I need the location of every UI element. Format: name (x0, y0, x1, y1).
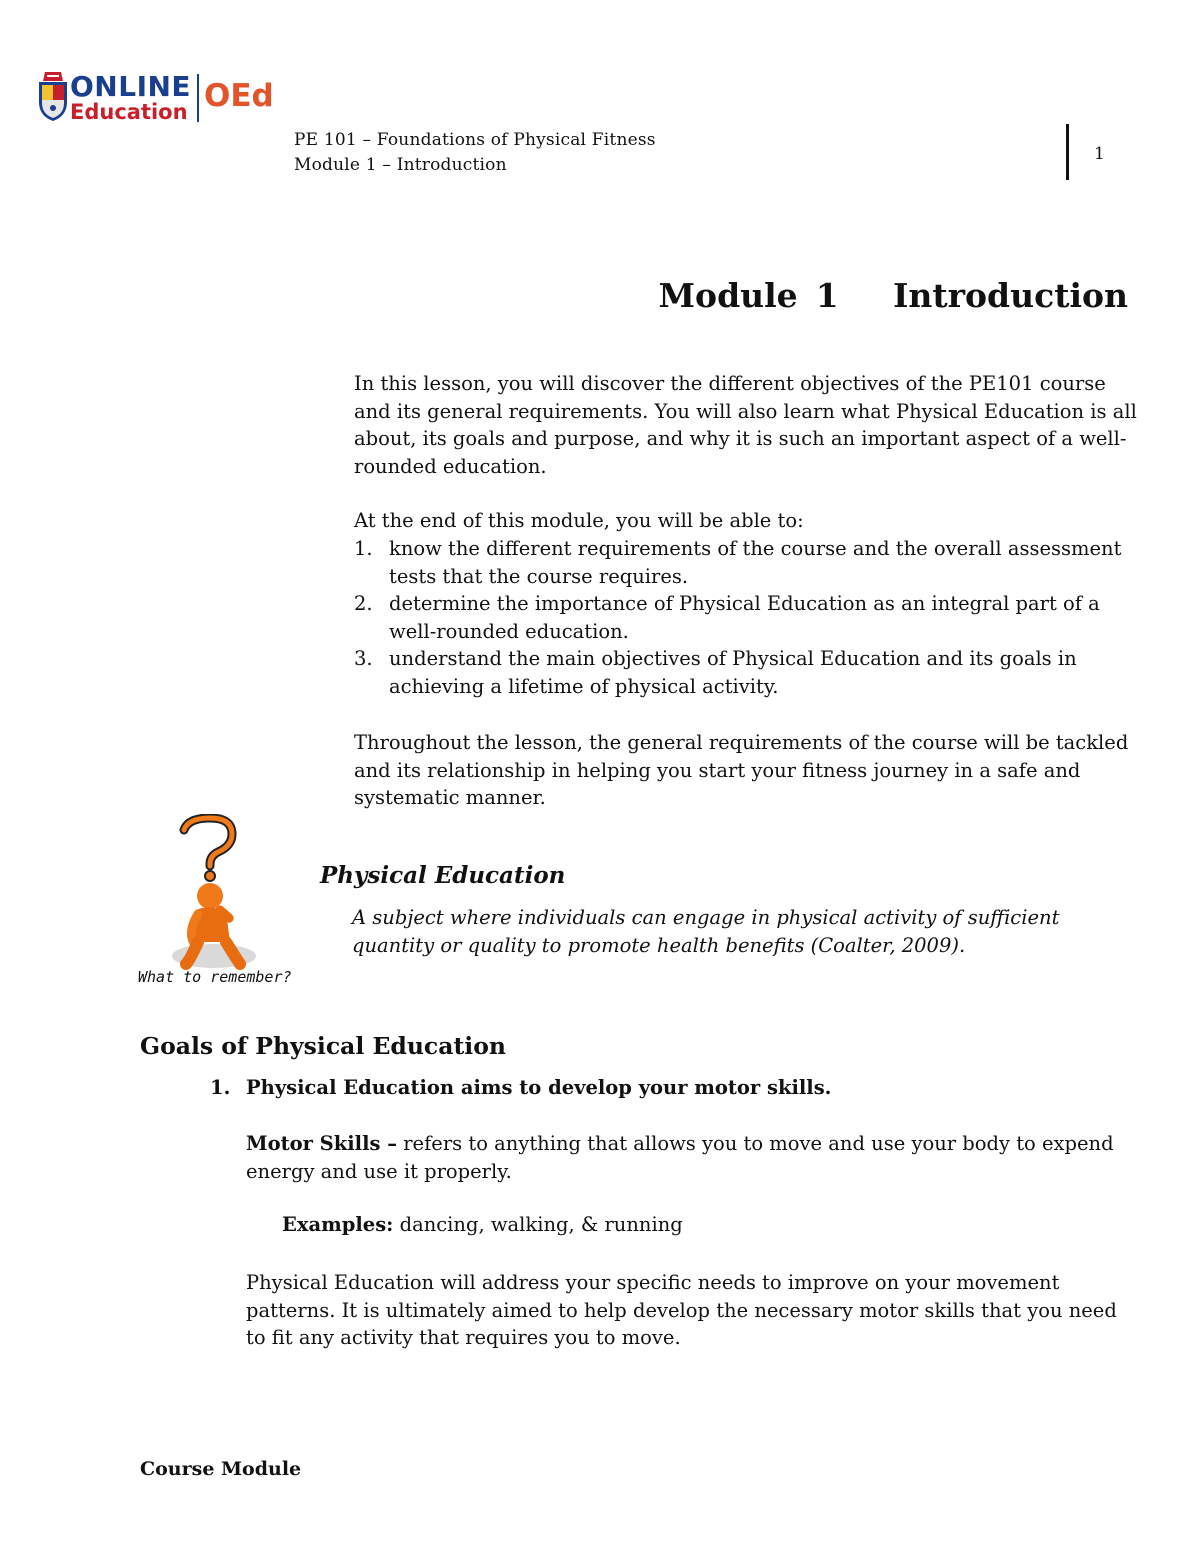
list-item (354, 535, 1144, 590)
goal-item (210, 1076, 831, 1099)
motor-skills-text: refers to anything that allows you to move and use your body to expend energy and use it properly. (246, 1132, 1114, 1183)
list-number: 1. (354, 537, 373, 560)
header-module: Module 1 – Introduction (294, 155, 507, 175)
logo-oed-mark: OEd (204, 78, 274, 114)
intro-paragraph: In this lesson, you will discover the different objectives of the PE101 course and its general requirements. You will also learn what Physical Education is all about, its goals and purpose, and why it is such an important aspect of a well-rounded education. (354, 372, 1137, 478)
logo-education-text: Education (70, 100, 188, 124)
logo-online-text: ONLINE (70, 70, 192, 103)
list-item (354, 590, 1144, 645)
goal-number: 1. (210, 1076, 231, 1099)
header-course: PE 101 – Foundations of Physical Fitness (294, 130, 656, 150)
header-divider (1066, 124, 1069, 180)
goals-heading: Goals of Physical Education (140, 1032, 506, 1060)
motor-skills-definition (246, 1130, 1136, 1185)
list-text: understand the main objectives of Physical Education and its goals in achieving a lifetime of physical activity. (389, 647, 1077, 698)
list-text: determine the importance of Physical Education as an integral part of a well-rounded education. (389, 592, 1100, 643)
page-number: 1 (1094, 144, 1105, 164)
list-text: know the different requirements of the course and the overall assessment tests that the course requires. (389, 537, 1122, 588)
examples-text: dancing, walking, & running (393, 1213, 683, 1236)
pe-address-paragraph: Physical Education will address your specific needs to improve on your movement patterns. It is ultimately aimed to help develop the necessary motor skills that you need to fit any activity that requires you to move. (246, 1271, 1117, 1349)
list-number: 2. (354, 592, 373, 615)
list-item (354, 645, 1144, 700)
page-title: Module 1 Introduction (658, 276, 1128, 315)
objectives-lead: At the end of this module, you will be able to: (354, 509, 804, 532)
thinking-figure-icon (136, 814, 296, 989)
motor-skills-term: Motor Skills – (246, 1132, 398, 1155)
closing-paragraph: Throughout the lesson, the general requirements of the course will be tackled and its relationship in helping you start your fitness journey in a safe and systematic manner. (354, 731, 1129, 809)
examples-line (282, 1213, 683, 1236)
footer-label: Course Module (140, 1458, 302, 1480)
logo-divider (197, 74, 199, 122)
objectives-list (354, 535, 1144, 700)
definition-text: A subject where individuals can engage in physical activity of sufficient quantity or quality to promote health benefits (Coalter, 2009). (352, 906, 1060, 957)
list-number: 3. (354, 647, 373, 670)
goal-text: Physical Education aims to develop your motor skills. (246, 1076, 832, 1099)
figure-caption: What to remember? (138, 968, 292, 986)
school-crest-icon (36, 72, 70, 122)
definition-heading: Physical Education (320, 862, 566, 889)
examples-label: Examples: (282, 1213, 394, 1236)
